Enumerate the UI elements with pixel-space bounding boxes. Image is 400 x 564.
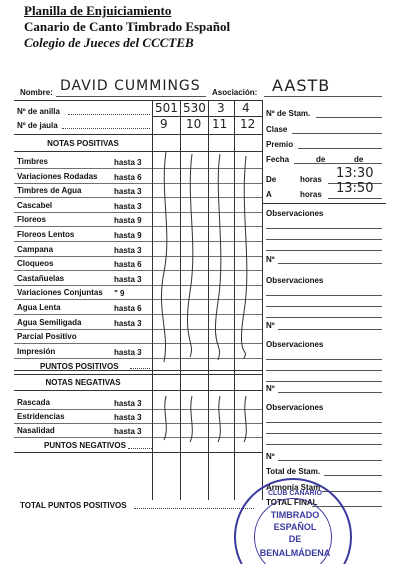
grid-top: [14, 100, 262, 101]
armonia-label: Armonía Stam: [266, 483, 321, 492]
positiva-row-label: Timbres de Agua: [17, 186, 82, 195]
positiva-row-max: hasta 6: [114, 260, 142, 269]
num-line: [278, 460, 382, 461]
anilla-4[interactable]: 4: [242, 101, 250, 115]
positiva-row-label: Floreos: [17, 215, 46, 224]
total-stam-label: Total de Stam.: [266, 467, 321, 476]
puntos-positivos-label: PUNTOS POSITIVOS: [40, 362, 119, 371]
stamp-line-1: TIMBRADO: [270, 510, 320, 520]
num-line: [278, 392, 382, 393]
clase-label: Clase: [266, 125, 288, 134]
jaula-1[interactable]: 9: [160, 117, 168, 131]
observaciones-label: Observaciones: [266, 209, 324, 218]
observaciones-line[interactable]: [266, 444, 382, 445]
stamp-line-2: ESPAÑOL: [273, 522, 317, 532]
nombre-underline: [56, 96, 206, 97]
stam-line: [316, 117, 382, 118]
positiva-row-max: hasta 3: [114, 246, 142, 255]
observaciones-label: Observaciones: [266, 276, 324, 285]
positiva-row-label: Cascabel: [17, 201, 53, 210]
positiva-row-label: Agua Semiligada: [17, 318, 82, 327]
num-label: Nº: [266, 452, 275, 461]
jaula-dots: [62, 128, 150, 129]
anilla-dots: [68, 114, 150, 115]
positiva-row-max: hasta 3: [114, 158, 142, 167]
grid-header-sep: [14, 134, 262, 135]
anilla-1[interactable]: 501: [155, 101, 178, 115]
negativa-row-max: hasta 3: [114, 413, 142, 422]
observaciones-label: Observaciones: [266, 403, 324, 412]
nombre-value[interactable]: DAVID CUMMINGS: [60, 78, 201, 94]
right-sep-1: [262, 203, 386, 204]
puntos-negativos-label: PUNTOS NEGATIVOS: [44, 441, 126, 450]
horas-label-2: horas: [300, 190, 322, 199]
positiva-row-max: hasta 3: [114, 319, 142, 328]
observaciones-line[interactable]: [266, 306, 382, 307]
observaciones-line[interactable]: [266, 359, 382, 360]
observaciones-line[interactable]: [266, 295, 382, 296]
horas-label-1: horas: [300, 175, 322, 184]
positiva-row-max: hasta 3: [114, 275, 142, 284]
positiva-row-label: Floreos Lentos: [17, 230, 75, 239]
form-title: Planilla de Enjuiciamiento: [24, 3, 172, 18]
negativas-header: NOTAS NEGATIVAS: [45, 378, 121, 387]
fecha-line: [294, 163, 382, 164]
jaula-4[interactable]: 12: [240, 117, 256, 131]
nombre-label: Nombre:: [20, 88, 53, 97]
positiva-row-label: Variaciones Conjuntas: [17, 288, 103, 297]
positiva-row-max: hasta 6: [114, 173, 142, 182]
positiva-row-max: hasta 9: [114, 231, 142, 240]
puntos-negativos-line: [14, 452, 262, 453]
asociacion-value[interactable]: AASTB: [272, 76, 331, 95]
puntos-positivos-dots: [130, 368, 150, 369]
observaciones-line[interactable]: [266, 381, 382, 382]
negativa-row-label: Rascada: [17, 398, 50, 407]
college-name: Colegio de Jueces del CCCTEB: [24, 35, 194, 50]
anilla-label: Nº de anilla: [17, 107, 60, 116]
stamp-arc-text: CLUB CANARIO: [267, 490, 323, 497]
positiva-row-max: hasta 3: [114, 187, 142, 196]
positiva-row-max: hasta 3: [114, 348, 142, 357]
fecha-de-2: de: [354, 155, 364, 164]
total-puntos-positivos-label: TOTAL PUNTOS POSITIVOS: [20, 501, 127, 510]
fecha-label: Fecha: [266, 155, 290, 164]
jaula-3[interactable]: 11: [212, 117, 228, 131]
positiva-row-label: Timbres: [17, 157, 48, 166]
positiva-row-label: Impresión: [17, 347, 56, 356]
positiva-row-label: Campana: [17, 245, 54, 254]
observaciones-line[interactable]: [266, 250, 382, 251]
anilla-3[interactable]: 3: [217, 101, 225, 115]
positiva-row-label: Castañuelas: [17, 274, 65, 283]
positiva-row-label: Variaciones Rodadas: [17, 172, 98, 181]
observaciones-line[interactable]: [266, 317, 382, 318]
negativa-row-max: hasta 3: [114, 427, 142, 436]
num-label: Nº: [266, 321, 275, 330]
form-subtitle: Canario de Canto Timbrado Español: [24, 19, 231, 34]
stam-label: Nº de Stam.: [266, 109, 311, 118]
positiva-row-max: hasta 3: [114, 202, 142, 211]
fecha-de-1: de: [316, 155, 326, 164]
anilla-2[interactable]: 530: [183, 101, 206, 115]
num-label: Nº: [266, 255, 275, 264]
positiva-row-max: hasta 6: [114, 304, 142, 313]
puntos-negativos-dots: [128, 448, 152, 449]
hora-fin-line: [328, 198, 382, 199]
observaciones-line[interactable]: [266, 433, 382, 434]
positiva-row-label: Agua Lenta: [17, 303, 61, 312]
hora-fin[interactable]: 13:50: [336, 181, 374, 196]
positiva-row-max: hasta 9: [114, 216, 142, 225]
premio-label: Premio: [266, 140, 294, 149]
jaula-label: Nº de jaula: [17, 121, 58, 130]
observaciones-line[interactable]: [266, 422, 382, 423]
positivas-header: NOTAS POSITIVAS: [47, 139, 119, 148]
total-final-label: TOTAL FINAL: [266, 498, 318, 507]
asociacion-label: Asociación:: [212, 88, 258, 97]
grid-col-right: [262, 100, 263, 500]
total-puntos-dots: [134, 508, 254, 509]
positiva-row-max: " 9: [114, 289, 125, 298]
asociacion-underline: [264, 96, 382, 97]
positiva-row-label: Parcial Positivo: [17, 332, 77, 341]
observaciones-label: Observaciones: [266, 340, 324, 349]
a-label: A: [266, 190, 272, 199]
premio-line: [298, 148, 382, 149]
jaula-2[interactable]: 10: [186, 117, 202, 131]
observaciones-line[interactable]: [266, 228, 382, 229]
total-stam-line: [324, 475, 382, 476]
stamp-line-4: BENALMÁDENA: [259, 548, 331, 558]
clase-line: [292, 133, 382, 134]
club-stamp: [234, 478, 352, 564]
observaciones-line[interactable]: [266, 370, 382, 371]
negativa-row-label: Estridencias: [17, 412, 65, 421]
negativa-row-max: hasta 3: [114, 399, 142, 408]
num-line: [278, 263, 382, 264]
score-squiggles: [152, 152, 262, 452]
observaciones-line[interactable]: [266, 239, 382, 240]
num-line: [278, 329, 382, 330]
stamp-line-3: DE: [288, 534, 302, 544]
num-label: Nº: [266, 384, 275, 393]
hora-inicio[interactable]: 13:30: [336, 166, 374, 181]
positiva-row-label: Cloqueos: [17, 259, 54, 268]
de-label: De: [266, 175, 277, 184]
negativa-row-label: Nasalidad: [17, 426, 55, 435]
